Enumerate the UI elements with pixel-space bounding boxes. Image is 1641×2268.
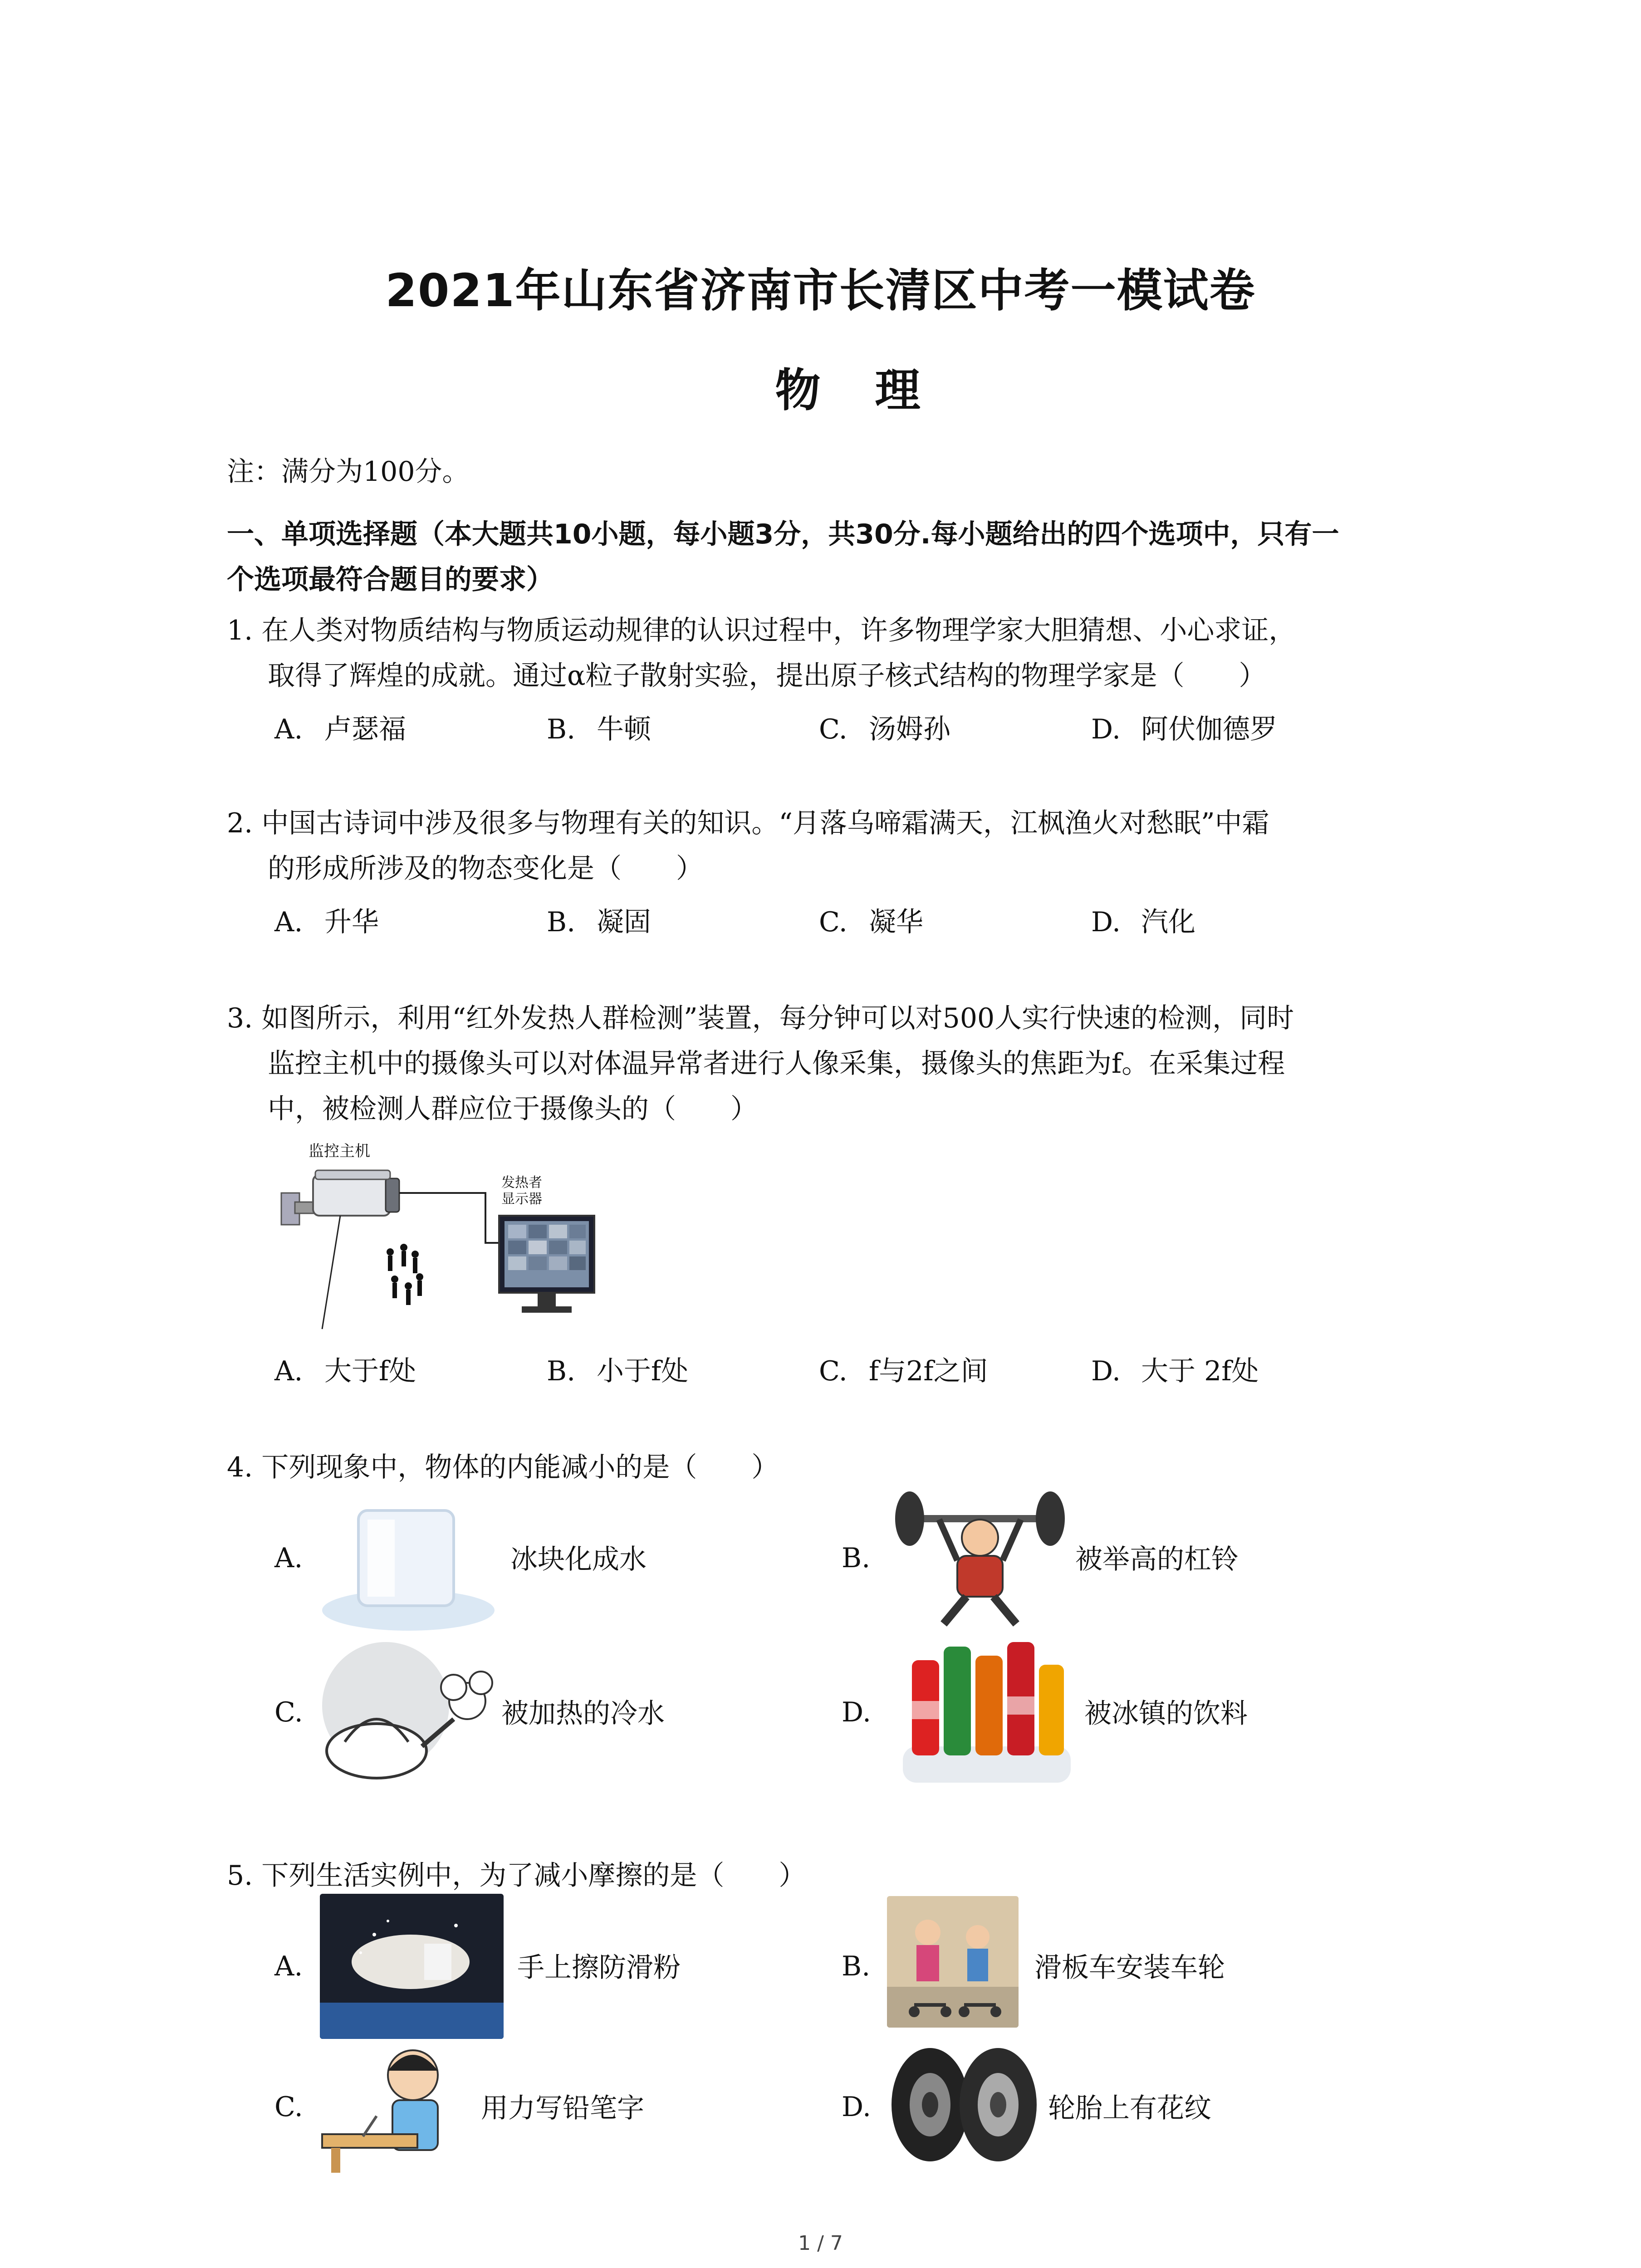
q1-option-d[interactable]: D. 阿伏伽德罗 [1091, 714, 1277, 745]
q5-option-b-letter[interactable]: B. [842, 1950, 871, 1982]
kids-scooters-icon [887, 1896, 1019, 2028]
q5-stem: 5. 下列生活实例中，为了减小摩擦的是（ ） [227, 1860, 806, 1892]
q2-stem-2: 的形成所涉及的物态变化是（ ） [268, 853, 703, 885]
q1-option-b[interactable]: B. 牛顿 [547, 714, 651, 745]
q2-option-a[interactable]: A. 升华 [274, 906, 379, 938]
q4-option-d-text: 被冰镇的饮料 [1084, 1698, 1248, 1730]
q4-option-b-text: 被举高的杠铃 [1075, 1544, 1239, 1575]
q2-stem-1: 2. 中国古诗词中涉及很多与物理有关的知识。“月落乌啼霜满天，江枫渔火对愁眠”中霜 [227, 807, 1269, 839]
page-number: 1 / 7 [798, 2232, 843, 2255]
q5-option-d-letter[interactable]: D. [842, 2091, 872, 2123]
weightlifter-icon [889, 1488, 1071, 1633]
score-note: 注：满分为100分。 [227, 456, 470, 488]
q4-option-c-letter[interactable]: C. [274, 1696, 303, 1728]
q5-option-c-letter[interactable]: C. [274, 2091, 303, 2123]
q4-option-a-letter[interactable]: A. [274, 1542, 303, 1574]
q3-stem-2: 监控主机中的摄像头可以对体温异常者进行人像采集，摄像头的焦距为f。在采集过程 [268, 1048, 1285, 1080]
q3-stem-1: 3. 如图所示，利用“红外发热人群检测”装置，每分钟可以对500人实行快速的检测，同时 [227, 1002, 1294, 1034]
q5-option-c-text: 用力写铅笔字 [481, 2092, 644, 2124]
q4-stem: 4. 下列现象中，物体的内能减小的是（ ） [227, 1452, 779, 1483]
page-title: 2021年山东省济南市长清区中考一模试卷 [385, 264, 1256, 317]
q2-option-d[interactable]: D. 汽化 [1091, 906, 1195, 938]
q5-option-b-text: 滑板车安装车轮 [1034, 1952, 1225, 1984]
q3-option-c[interactable]: C. f与2f之间 [819, 1355, 988, 1387]
q3-option-d[interactable]: D. 大于 2f处 [1091, 1355, 1259, 1387]
q3-figure [272, 1139, 599, 1338]
q4-option-c-text: 被加热的冷水 [501, 1698, 665, 1730]
people-crowd-icon [387, 1244, 423, 1305]
chalk-hands-icon [320, 1894, 504, 2039]
q5-option-a-letter[interactable]: A. [274, 1950, 303, 1982]
q2-option-c[interactable]: C. 凝华 [819, 906, 923, 938]
tires-icon [889, 2046, 1039, 2164]
q4-option-a-text: 冰块化成水 [510, 1544, 647, 1575]
student-writing-icon [318, 2043, 467, 2175]
subject-title: 物理 [775, 364, 975, 417]
q1-stem-2: 取得了辉煌的成就。通过α粒子散射实验，提出原子核式结构的物理学家是（ ） [268, 660, 1266, 692]
section-heading: 一、单项选择题（本大题共10小题，每小题3分，共30分.每小题给出的四个选项中，只有一 [227, 518, 1339, 550]
q3-option-b[interactable]: B. 小于f处 [547, 1355, 689, 1387]
monitor-label: 发热者 显示器 [501, 1175, 542, 1207]
camera-label: 监控主机 [309, 1142, 370, 1160]
q3-option-a[interactable]: A. 大于f处 [274, 1355, 416, 1387]
q1-option-a[interactable]: A. 卢瑟福 [274, 714, 406, 745]
q4-option-d-letter[interactable]: D. [842, 1696, 872, 1728]
q3-stem-3: 中，被检测人群应位于摄像头的（ ） [268, 1093, 758, 1125]
ice-cube-melting-icon [318, 1492, 508, 1637]
q2-option-b[interactable]: B. 凝固 [547, 906, 651, 938]
q5-option-d-text: 轮胎上有花纹 [1048, 2092, 1211, 2124]
q4-option-b-letter[interactable]: B. [842, 1542, 871, 1574]
section-heading-cont: 个选项最符合题目的要求） [227, 564, 554, 596]
iced-drinks-icon [894, 1633, 1080, 1787]
q1-stem-1: 1. 在人类对物质结构与物质运动规律的认识过程中，许多物理学家大胆猜想、小心求证， [227, 615, 1296, 646]
q5-option-a-text: 手上擦防滑粉 [517, 1952, 681, 1984]
monitor-icon [499, 1216, 594, 1313]
camera-monitor-illustration [272, 1157, 599, 1338]
kettle-icon [318, 1637, 499, 1787]
q1-option-c[interactable]: C. 汤姆孙 [819, 714, 950, 745]
